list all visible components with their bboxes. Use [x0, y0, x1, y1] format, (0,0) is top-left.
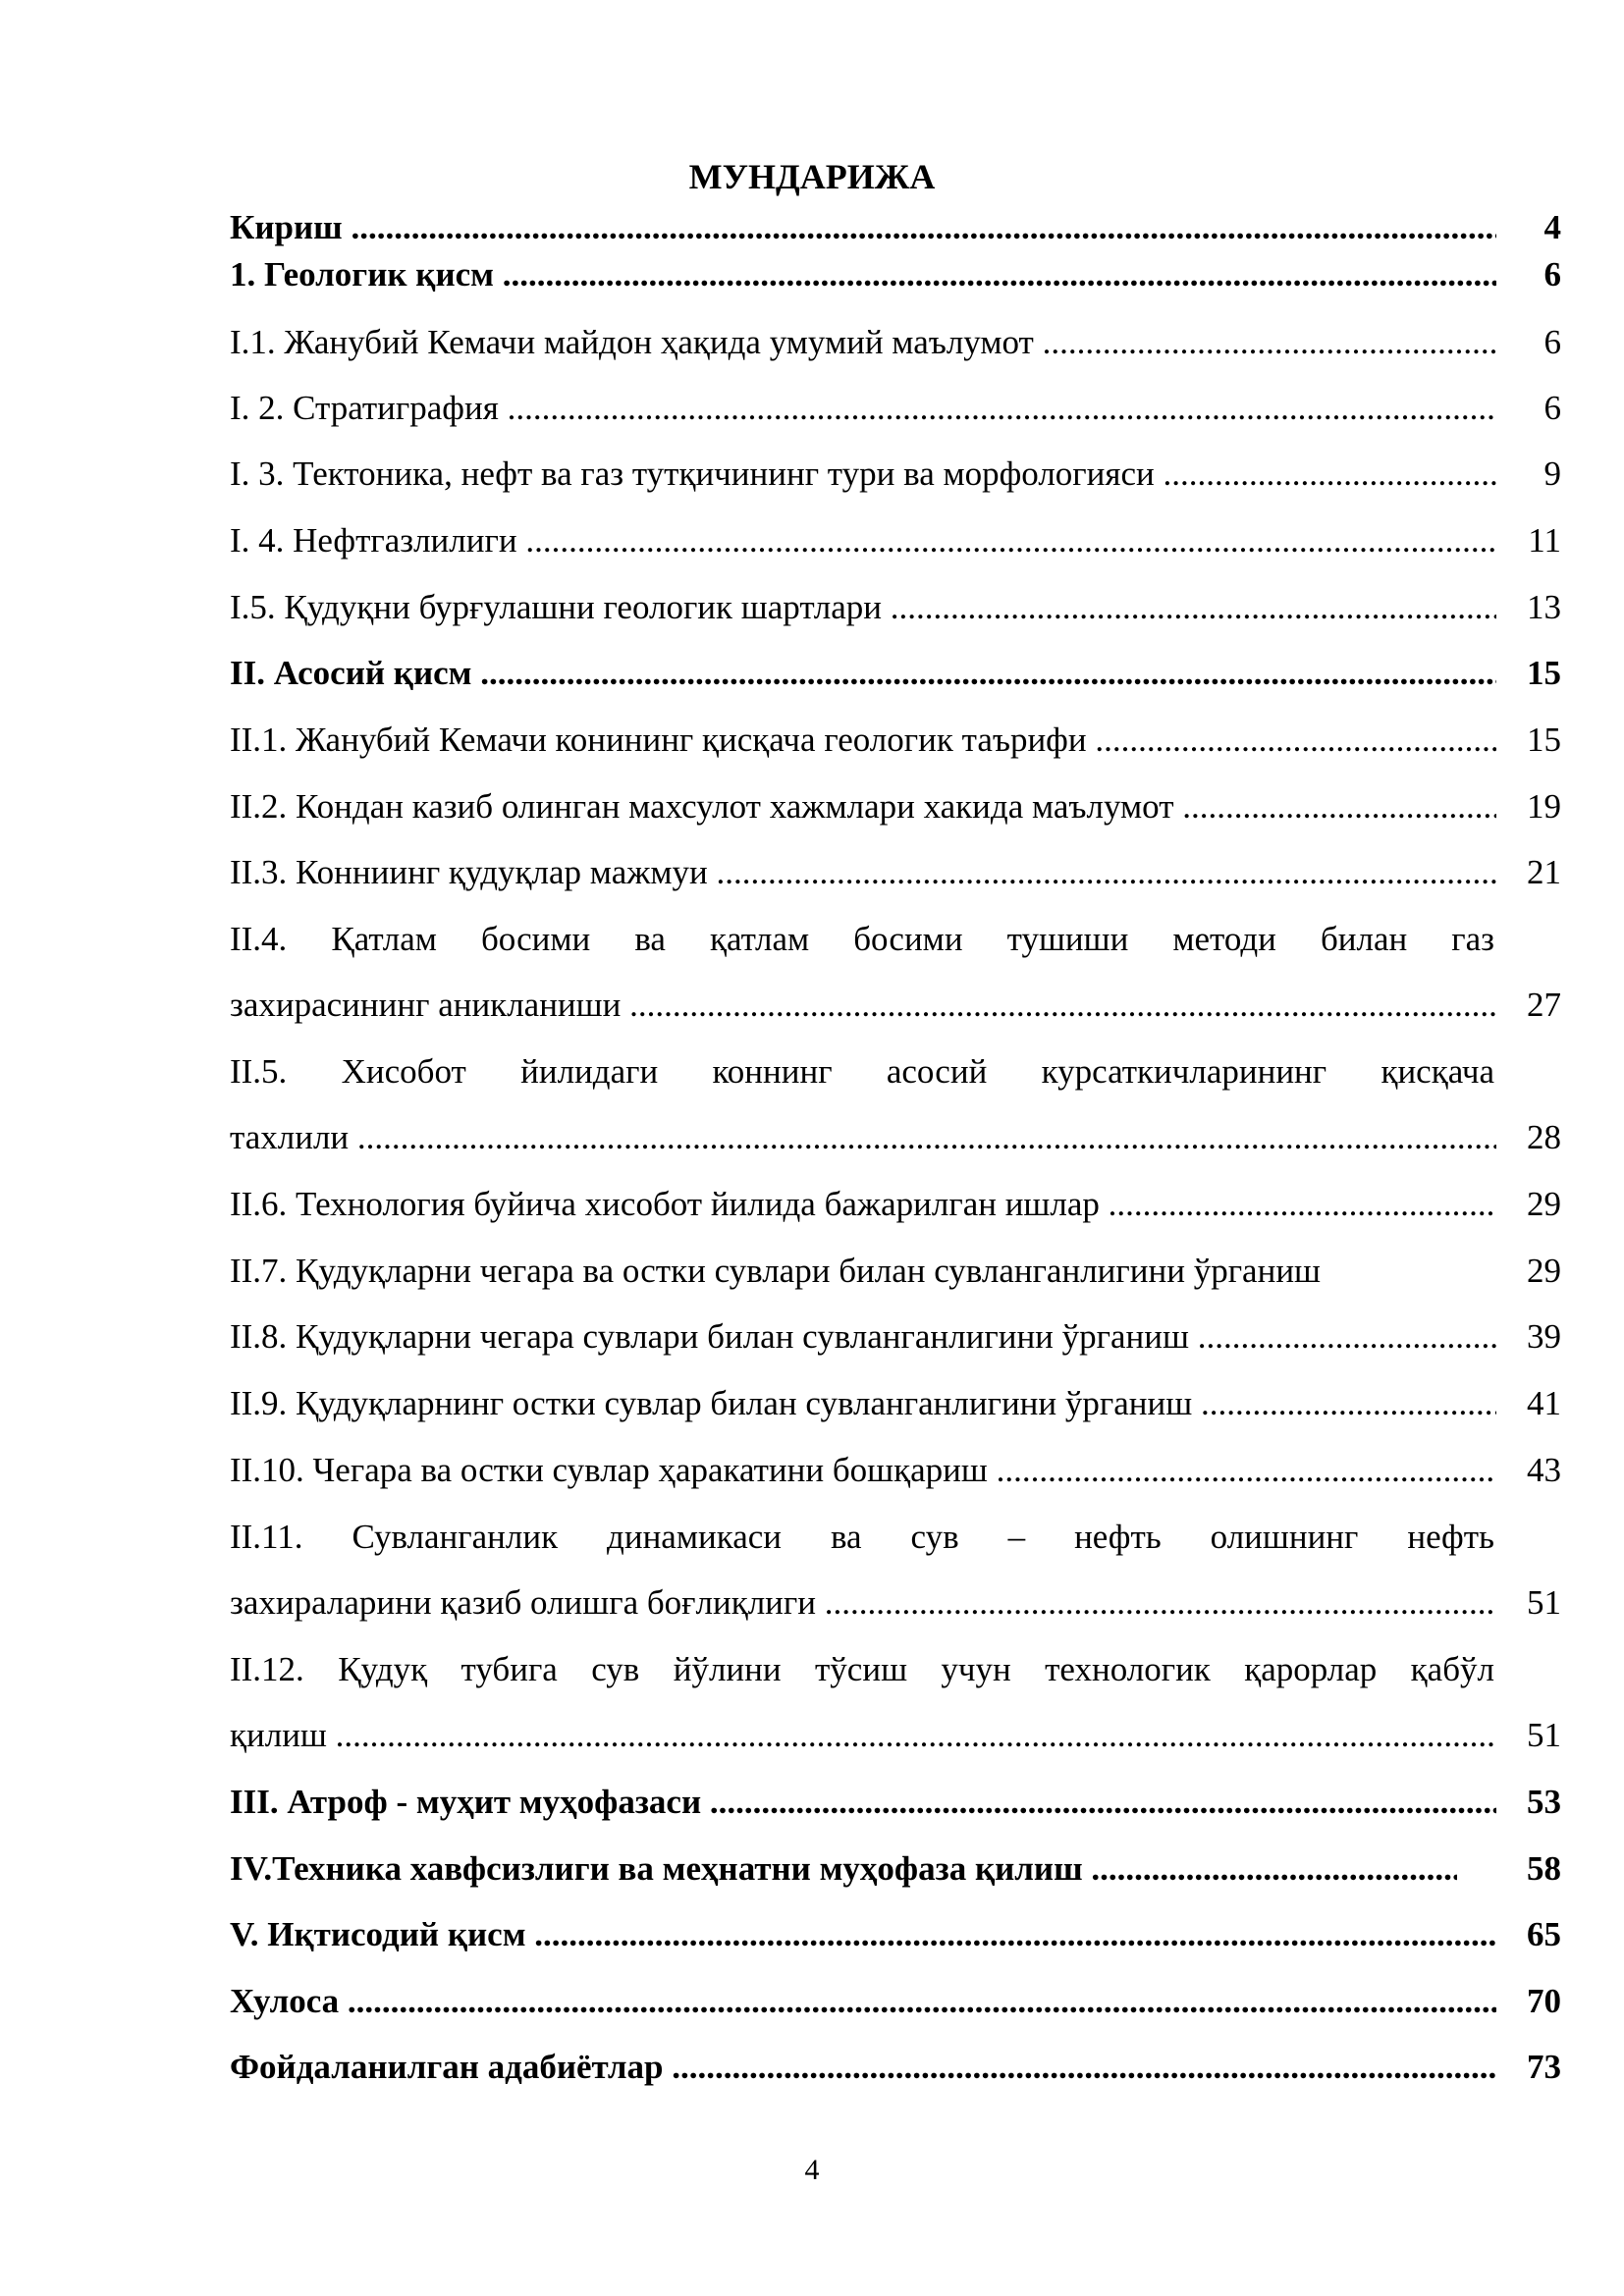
toc-entry-2-8[interactable] [230, 1315, 1575, 1359]
toc-dot-leader [1174, 787, 1496, 826]
toc-page-number: 6 [1543, 255, 1561, 294]
toc-entry-2-6[interactable] [230, 1183, 1575, 1226]
toc-entry-title-continued: қилиш [230, 1716, 327, 1754]
toc-dot-leader [499, 389, 1496, 427]
page-title: МУНДАРИЖА [688, 157, 936, 196]
toc-page-number: 15 [1527, 654, 1561, 692]
toc-entry-title-continued: тахлили [230, 1118, 350, 1156]
toc-dot-leader [1189, 1317, 1496, 1356]
toc-entry-title: Фойдаланилган адабиётлар [230, 2048, 664, 2086]
toc-entry-introduction[interactable] [230, 206, 1575, 249]
toc-entry-2-3[interactable] [230, 851, 1575, 894]
toc-entry-title: I. 4. Нефтгазлилиги [230, 521, 517, 560]
toc-entry-2-7[interactable] [230, 1250, 1575, 1293]
toc-page-number: 51 [1527, 1583, 1561, 1622]
toc-entry-economics[interactable] [230, 1913, 1575, 1956]
toc-page-number: 9 [1543, 454, 1561, 493]
toc-entry-2-9[interactable] [230, 1382, 1575, 1425]
toc-dot-leader [472, 654, 1496, 692]
toc-entry-2-11[interactable] [230, 1516, 1575, 1625]
toc-page-number: 51 [1527, 1716, 1561, 1754]
toc-page-number: 43 [1527, 1451, 1561, 1489]
toc-entry-title: 1. Геологик қисм [230, 255, 494, 294]
toc-entry-1-1[interactable] [230, 321, 1575, 364]
toc-page-number: 65 [1527, 1915, 1561, 1953]
toc-dot-leader [701, 1783, 1496, 1821]
toc-entry-title: II.10. Чегара ва остки сувлар ҳаракатини бошқариш [230, 1451, 988, 1489]
toc-dot-leader [882, 588, 1496, 626]
toc-dot-leader [621, 986, 1496, 1024]
toc-entry-references[interactable] [230, 2046, 1575, 2089]
toc-entry-safety[interactable] [230, 1847, 1575, 1891]
toc-page-number: 58 [1527, 1849, 1561, 1888]
toc-dot-leader [339, 1982, 1496, 2020]
table-of-contents [230, 0, 1575, 2296]
toc-entry-title: III. Атроф - муҳит муҳофазаси [230, 1783, 702, 1821]
toc-page-number: 19 [1527, 787, 1561, 826]
toc-entry-title: II. Асосий қисм [230, 654, 472, 692]
toc-entry-title: Кириш [230, 208, 343, 246]
toc-dot-leader [343, 208, 1496, 246]
toc-entry-2-12[interactable] [230, 1648, 1575, 1757]
toc-entry-2-2[interactable] [230, 785, 1575, 828]
toc-entry-title-continued: захирасининг аникланиши [230, 986, 622, 1024]
toc-entry-2-1[interactable] [230, 719, 1575, 762]
toc-page-number: 11 [1528, 521, 1561, 560]
toc-entry-title: II.5. Хисобот йилидаги коннинг асосий курсаткичларининг қисқача [230, 1052, 1494, 1091]
toc-page-number: 29 [1527, 1252, 1561, 1290]
toc-dot-leader [517, 521, 1496, 560]
toc-entry-title: I. 2. Стратиграфия [230, 389, 499, 427]
toc-entry-2-4[interactable] [230, 918, 1575, 1027]
toc-entry-main-part[interactable] [230, 652, 1575, 695]
toc-page-number: 6 [1543, 389, 1561, 427]
toc-entry-2-10[interactable] [230, 1449, 1575, 1492]
toc-entry-title: II.1. Жанубий Кемачи конининг қисқача геологик таърифи [230, 721, 1087, 759]
toc-entry-title: Хулоса [230, 1982, 340, 2020]
toc-page-number: 13 [1527, 588, 1561, 626]
toc-page-number: 29 [1527, 1185, 1561, 1223]
toc-dot-leader [1087, 721, 1496, 759]
toc-page-number: 70 [1527, 1982, 1561, 2020]
toc-entry-title: II.6. Технология буйича хисобот йилида бажарилган ишлар [230, 1185, 1100, 1223]
toc-entry-title-continued: захираларини қазиб олишга боғлиқлиги [230, 1583, 816, 1622]
toc-entry-title: I. 3. Тектоника, нефт ва газ тутқичининг тури ва морфологияси [230, 454, 1155, 493]
toc-dot-leader [708, 853, 1496, 891]
toc-entry-conclusion[interactable] [230, 1980, 1575, 2023]
toc-page-number: 28 [1527, 1118, 1561, 1156]
toc-dot-leader [327, 1716, 1496, 1754]
page-footer-number: 4 [804, 2154, 820, 2186]
toc-dot-leader [1192, 1384, 1496, 1422]
toc-entry-title: II.3. Конниинг қудуқлар мажмуи [230, 853, 708, 891]
toc-dot-leader [816, 1583, 1496, 1622]
toc-dot-leader [1155, 454, 1496, 493]
toc-entry-environment[interactable] [230, 1781, 1575, 1824]
toc-page-number: 41 [1527, 1384, 1561, 1422]
toc-page-number: 27 [1527, 986, 1561, 1024]
toc-page-number: 4 [1543, 208, 1561, 246]
toc-dot-leader [526, 1915, 1496, 1953]
toc-entry-1-2[interactable] [230, 387, 1575, 430]
toc-entry-title: II.2. Кондан казиб олинган махсулот хажмлари хакида маълумот [230, 787, 1174, 826]
toc-page-number: 15 [1527, 721, 1561, 759]
toc-entry-geology[interactable] [230, 253, 1575, 296]
toc-entry-title: II.7. Қудуқларни чегара ва остки сувлари билан сувланганлигини ўрганиш [230, 1252, 1321, 1290]
toc-entry-title: II.9. Қудуқларнинг остки сувлар билан сувланганлигини ўрганиш [230, 1384, 1193, 1422]
toc-page-number: 6 [1543, 323, 1561, 361]
toc-page-number: 21 [1527, 853, 1561, 891]
toc-dot-leader [1034, 323, 1496, 361]
toc-dot-leader [1083, 1849, 1457, 1888]
toc-entry-2-5[interactable] [230, 1050, 1575, 1159]
toc-entry-1-3[interactable] [230, 453, 1575, 496]
toc-entry-1-4[interactable] [230, 519, 1575, 562]
toc-dot-leader [494, 255, 1496, 294]
toc-page-number: 53 [1527, 1783, 1561, 1821]
toc-entry-title: II.12. Қудуқ тубига сув йўлини тўсиш учун технологик қарорлар қабўл [230, 1650, 1494, 1688]
toc-entry-title: II.8. Қудуқларни чегара сувлари билан сувланганлигини ўрганиш [230, 1317, 1189, 1356]
toc-entry-title: V. Иқтисодий қисм [230, 1915, 526, 1953]
toc-entry-title: I.5. Қудуқни бурғулашни геологик шартлари [230, 588, 882, 626]
toc-dot-leader [1100, 1185, 1496, 1223]
toc-dot-leader [663, 2048, 1496, 2086]
toc-entry-title: II.4. Қатлам босими ва қатлам босими тушиши методи билан газ [230, 920, 1494, 958]
toc-dot-leader [349, 1118, 1496, 1156]
toc-entry-1-5[interactable] [230, 586, 1575, 629]
toc-entry-title: I.1. Жанубий Кемачи майдон ҳақида умумий маълумот [230, 323, 1034, 361]
toc-page-number: 73 [1527, 2048, 1561, 2086]
toc-entry-title: IV.Техника хавфсизлиги ва меҳнатни муҳофаза қилиш [230, 1849, 1083, 1888]
toc-entry-title: II.11. Сувланганлик динамикаси ва сув – нефть олишнинг нефть [230, 1518, 1494, 1556]
toc-dot-leader [988, 1451, 1496, 1489]
toc-page-number: 39 [1527, 1317, 1561, 1356]
